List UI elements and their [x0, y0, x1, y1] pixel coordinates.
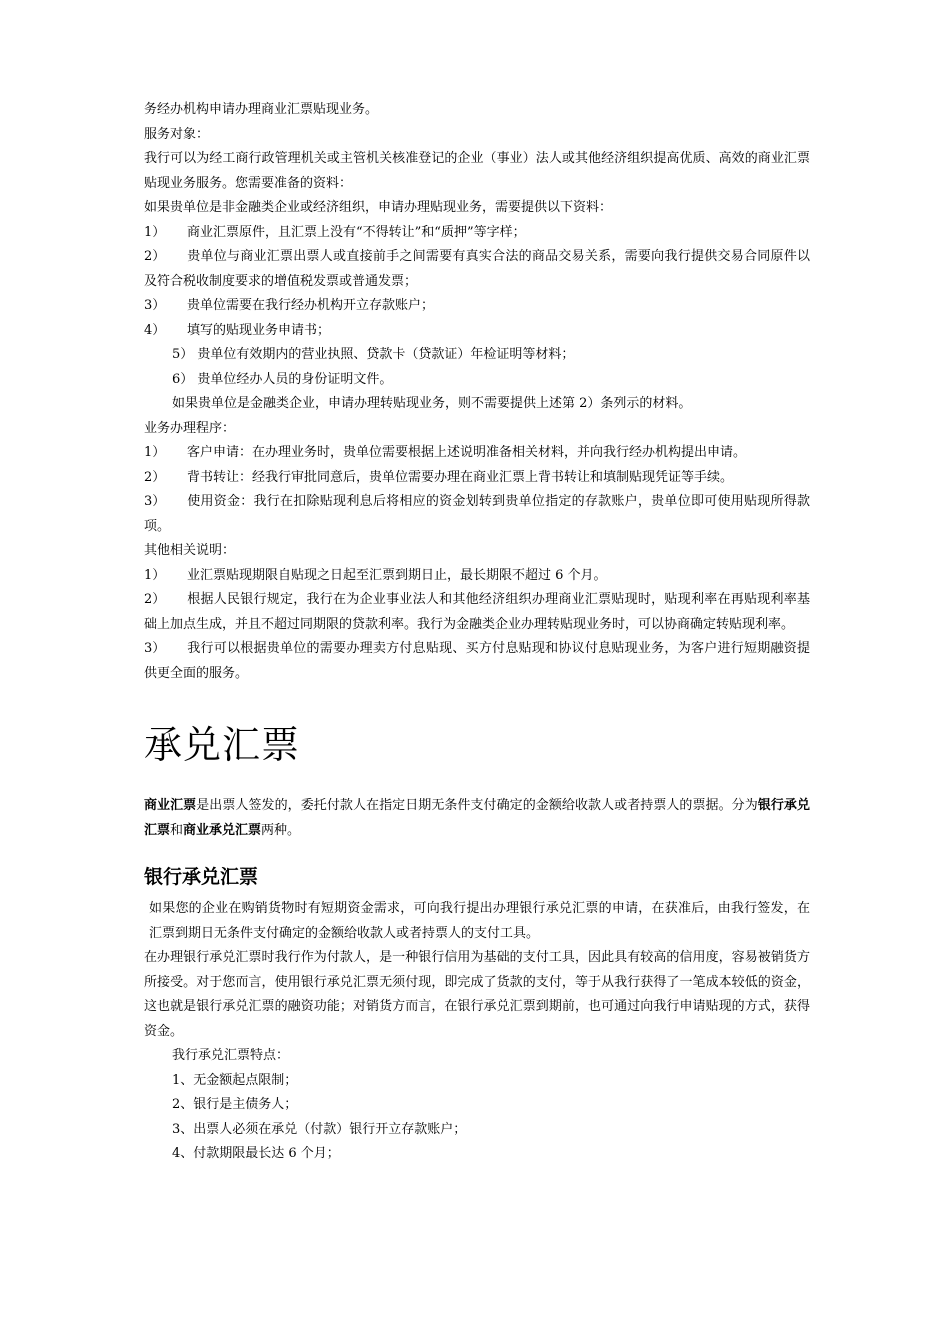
procedure-title: 业务办理程序： [144, 420, 236, 436]
features-title: 我行承兑汇票特点： [172, 1048, 290, 1063]
document-body [144, 98, 810, 1167]
feature-item: 1、无金额起点限制； [172, 1072, 298, 1088]
list-item: 5） 贵单位有效期内的营业执照、贷款卡（贷款证）年检证明等材料； [172, 347, 575, 362]
list-item: 1） 商业汇票原件，且汇票上没有“不得转让”和“质押”等字样； [144, 224, 526, 240]
bank-acceptance-paragraph: 如果您的企业在购销货物时有短期资金需求，可向我行提出办理银行承兑汇票的申请，在获准后，由我行签发，在汇票到期日无条件支付确定的金额给收款人或者持票人的支付工具。 [149, 901, 810, 941]
feature-item: 2、银行是主债务人； [172, 1097, 298, 1112]
bank-acceptance-paragraph: 在办理银行承兑汇票时我行作为付款人，是一种银行信用为基础的支付工具，因此具有较高的信用度，容易被销货方所接受。对于您而言，使用银行承兑汇票无须付现，即完成了货款的支付，等于从我行获得了一笔成本较低的资金，这也就是银行承兑汇票的融资功能；对销货方而言，在银行承兑汇票到期前，也可通过向我行申请贴现的方式，获得资金。 [144, 950, 810, 1039]
list-item: 2） 贵单位与商业汇票出票人或直接前手之间需要有真实合法的商品交易关系，需要向我行提供交易合同原件以及符合税收制度要求的增值税发票或普通发票； [144, 249, 810, 289]
non-financial-intro: 如果贵单位是非金融类企业或经济组织，申请办理贴现业务，需要提供以下资料： [144, 200, 613, 215]
list-item: 6） 贵单位经办人员的身份证明文件。 [172, 371, 393, 387]
feature-item: 4、付款期限最长达 6 个月； [172, 1146, 340, 1161]
financial-note: 如果贵单位是金融类企业，申请办理转贴现业务，则不需要提供上述第 2）条列示的材料。 [172, 396, 692, 411]
subsection-heading: 银行承兑汇票 [144, 866, 259, 888]
service-target-paragraph: 我行可以为经工商行政管理机关或主管机关核准登记的企业（事业）法人或其他经济组织提高优质、高效的商业汇票贴现业务服务。您需要准备的资料： [144, 151, 810, 191]
feature-item: 3、出票人必须在承兑（付款）银行开立存款账户； [172, 1121, 467, 1137]
list-item: 1） 客户申请：在办理业务时，贵单位需要根据上述说明准备相关材料，并向我行经办机构提出申请。 [144, 445, 747, 460]
list-item: 3） 贵单位需要在我行经办机构开立存款账户； [144, 298, 435, 313]
text-line: 务经办机构申请办理商业汇票贴现业务。 [144, 102, 379, 117]
list-item: 2） 背书转让：经我行审批同意后，贵单位需要办理在商业汇票上背书转让和填制贴现凭证等手续。 [144, 469, 734, 485]
list-item: 1） 业汇票贴现期限自贴现之日起至汇票到期日止，最长期限不超过 6 个月。 [144, 567, 607, 583]
list-item: 2） 根据人民银行规定，我行在为企业事业法人和其他经济组织办理商业汇票贴现时，贴现利率在再贴现利率基础上加点生成，并且不超过同期限的贷款利率。我行为金融类企业办理转贴现业务时，可以协商确定转贴现利率。 [144, 592, 810, 632]
other-notes-title: 其他相关说明： [144, 543, 236, 558]
section-heading: 承兑汇票 [144, 723, 301, 767]
acceptance-bill-intro: 商业汇票是出票人签发的，委托付款人在指定日期无条件支付确定的金额给收款人或者持票人的票据。分为银行承兑汇票和商业承兑汇票两种。 [144, 798, 810, 838]
bold-term: 银行承兑汇票 [144, 798, 810, 838]
bold-term: 商业承兑汇票 [183, 822, 262, 838]
list-item: 4） 填写的贴现业务申请书； [144, 322, 331, 338]
bold-term: 商业汇票 [144, 798, 197, 813]
list-item: 3） 使用资金：我行在扣除贴现利息后将相应的资金划转到贵单位指定的存款账户，贵单位即可使用贴现所得款项。 [144, 494, 810, 534]
service-target-label: 服务对象： [144, 126, 210, 142]
list-item: 3） 我行可以根据贵单位的需要办理卖方付息贴现、买方付息贴现和协议付息贴现业务，为客户进行短期融资提供更全面的服务。 [144, 641, 810, 681]
